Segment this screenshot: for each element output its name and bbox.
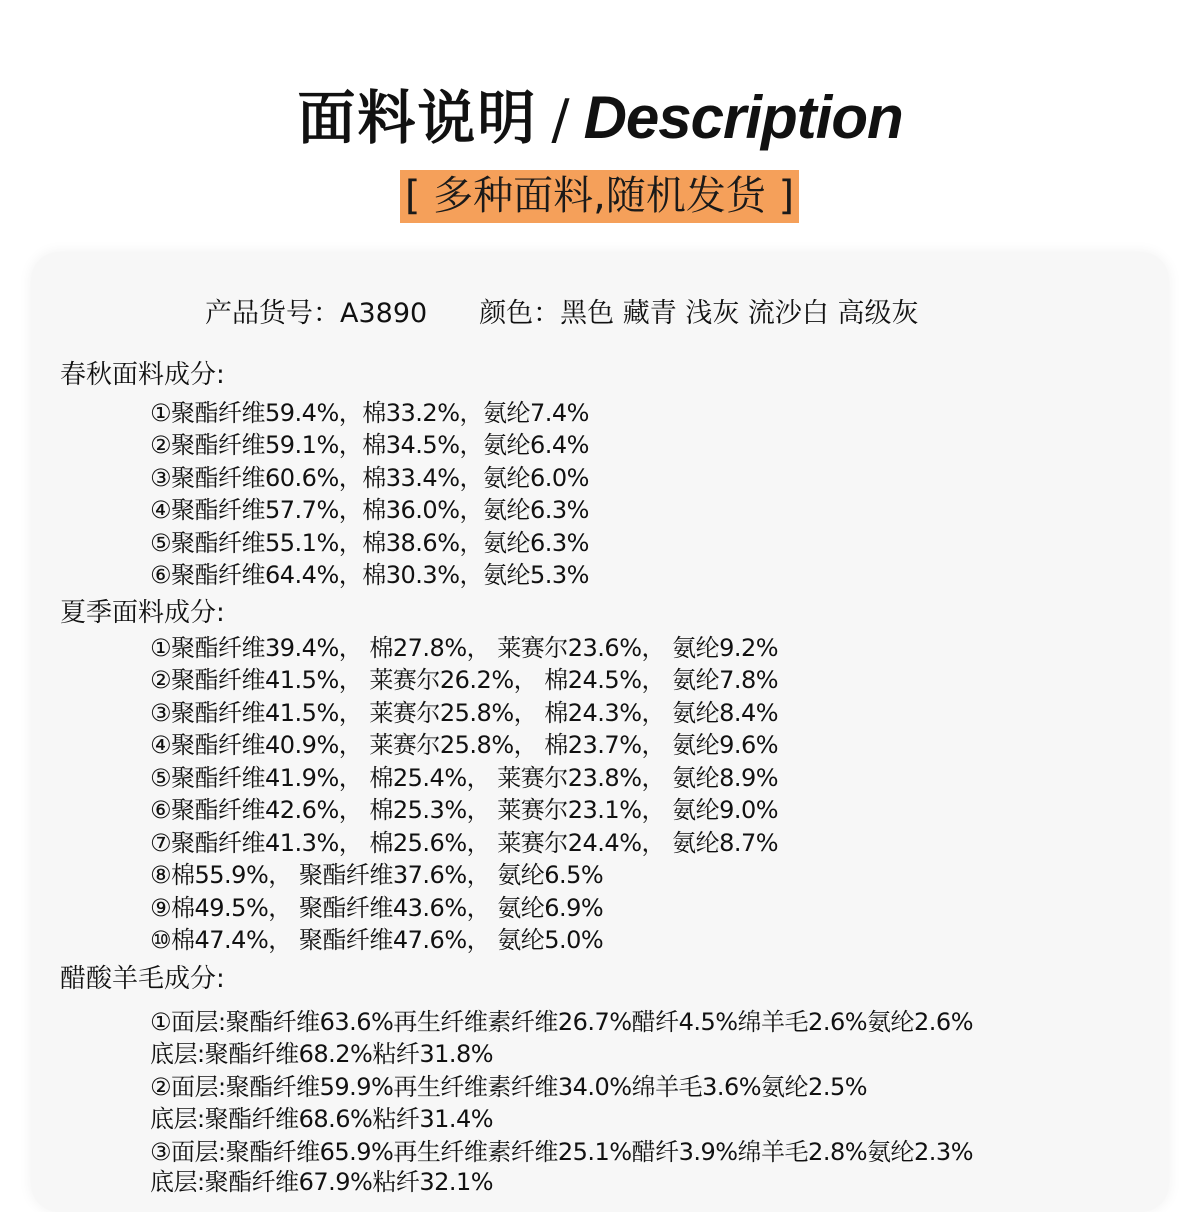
list-item: ③聚酯纤维60.6%，棉33.4%，氨纶6.0% <box>150 464 589 492</box>
section-title-spring-autumn: 春秋面料成分: <box>60 360 225 390</box>
list-item: 底层:聚酯纤维68.2%粘纤31.8% <box>150 1040 494 1068</box>
list-item: ⑦聚酯纤维41.3%， 棉25.6%， 莱赛尔24.4%， 氨纶8.7% <box>150 829 779 857</box>
list-item: ⑧棉55.9%， 聚酯纤维37.6%， 氨纶6.5% <box>150 861 604 889</box>
list-item: ⑤聚酯纤维41.9%， 棉25.4%， 莱赛尔23.8%， 氨纶8.9% <box>150 764 779 792</box>
product-meta <box>205 296 919 332</box>
list-item: ④聚酯纤维40.9%， 莱赛尔25.8%， 棉23.7%， 氨纶9.6% <box>150 731 779 759</box>
list-item: ②面层:聚酯纤维59.9%再生纤维素纤维34.0%绵羊毛3.6%氨纶2.5% <box>150 1073 868 1101</box>
list-item: ③面层:聚酯纤维65.9%再生纤维素纤维25.1%醋纤3.9%绵羊毛2.8%氨纶2.3% <box>150 1138 974 1166</box>
product-number: 产品货号：A3890 <box>205 298 428 329</box>
list-item: ②聚酯纤维41.5%， 莱赛尔26.2%， 棉24.5%， 氨纶7.8% <box>150 666 779 694</box>
section-title-acetate-wool: 醋酸羊毛成分: <box>60 964 225 994</box>
list-item: ③聚酯纤维41.5%， 莱赛尔25.8%， 棉24.3%， 氨纶8.4% <box>150 699 779 727</box>
page-title <box>0 78 1200 173</box>
list-item: ①聚酯纤维59.4%，棉33.2%，氨纶7.4% <box>150 399 589 427</box>
title-separator: / <box>551 88 570 151</box>
list-item: 底层:聚酯纤维67.9%粘纤32.1% <box>150 1168 494 1196</box>
list-item: ⑨棉49.5%， 聚酯纤维43.6%， 氨纶6.9% <box>150 894 604 922</box>
list-item: ⑥聚酯纤维64.4%，棉30.3%，氨纶5.3% <box>150 561 589 589</box>
list-item: ⑩棉47.4%， 聚酯纤维47.6%， 氨纶5.0% <box>150 926 604 954</box>
title-en: Description <box>583 84 903 151</box>
list-item: ⑥聚酯纤维42.6%， 棉25.3%， 莱赛尔23.1%， 氨纶9.0% <box>150 796 779 824</box>
list-item: ⑤聚酯纤维55.1%，棉38.6%，氨纶6.3% <box>150 529 589 557</box>
title-cn: 面料说明 <box>297 84 538 152</box>
subtitle-badge: [ 多种面料,随机发货 ] <box>400 170 799 223</box>
list-item: ①面层:聚酯纤维63.6%再生纤维素纤维26.7%醋纤4.5%绵羊毛2.6%氨纶2.6% <box>150 1008 974 1036</box>
product-colors: 颜色：黑色 藏青 浅灰 流沙白 高级灰 <box>479 298 919 329</box>
section-title-summer: 夏季面料成分: <box>60 598 225 628</box>
list-item: ④聚酯纤维57.7%，棉36.0%，氨纶6.3% <box>150 496 589 524</box>
list-item: 底层:聚酯纤维68.6%粘纤31.4% <box>150 1105 494 1133</box>
list-item: ②聚酯纤维59.1%，棉34.5%，氨纶6.4% <box>150 431 589 459</box>
list-item: ①聚酯纤维39.4%， 棉27.8%， 莱赛尔23.6%， 氨纶9.2% <box>150 634 779 662</box>
